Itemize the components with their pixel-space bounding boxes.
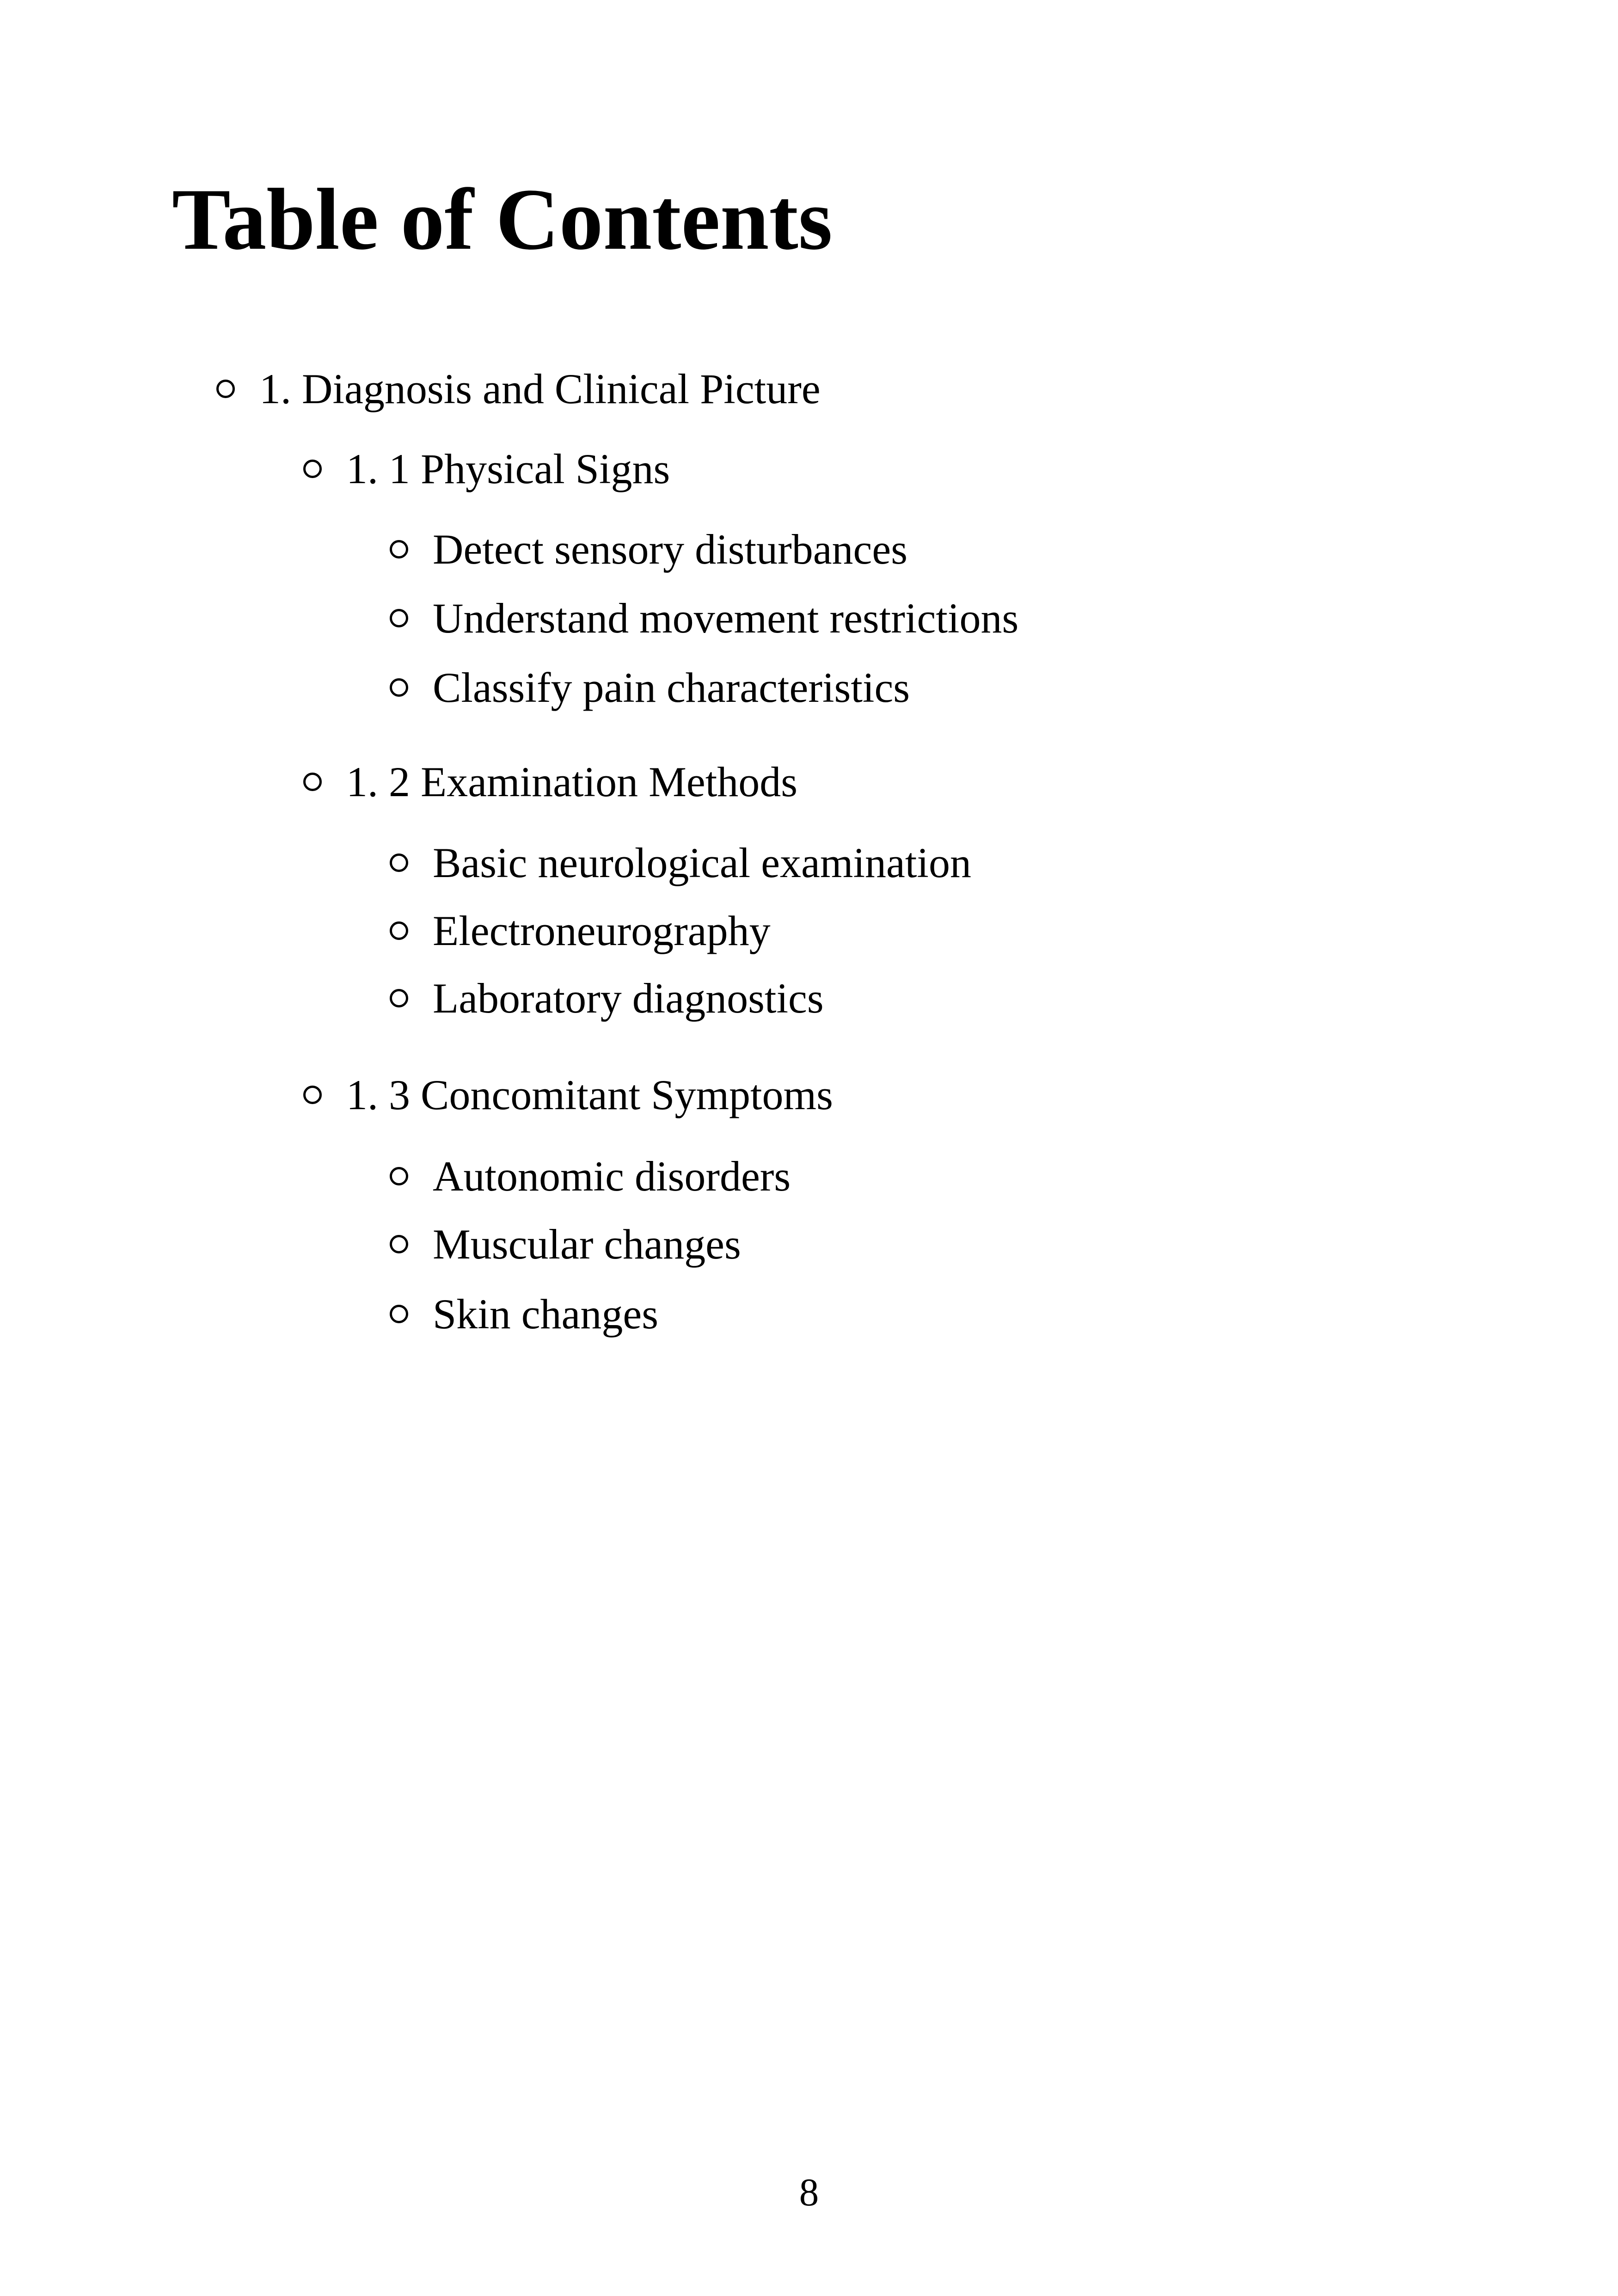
circle-bullet-icon bbox=[390, 678, 408, 697]
toc-entry-level3[interactable] bbox=[390, 528, 907, 571]
circle-bullet-icon bbox=[390, 1235, 408, 1253]
circle-bullet-icon bbox=[303, 1086, 322, 1104]
circle-bullet-icon bbox=[390, 609, 408, 627]
circle-bullet-icon bbox=[303, 460, 322, 478]
toc-entry-label: Classify pain characteristics bbox=[433, 664, 910, 711]
toc-entry-label: Laboratory diagnostics bbox=[433, 975, 824, 1022]
toc-entry-label: Skin changes bbox=[433, 1290, 659, 1338]
page-number: 8 bbox=[799, 2171, 819, 2214]
toc-entry-label: Electroneurography bbox=[433, 907, 771, 954]
toc-entry-label: 1. 2 Examination Methods bbox=[346, 758, 798, 805]
toc-entry-label: Understand movement restrictions bbox=[433, 595, 1019, 642]
toc-entry-label: Basic neurological examination bbox=[433, 839, 971, 886]
circle-bullet-icon bbox=[390, 989, 408, 1007]
circle-bullet-icon bbox=[390, 540, 408, 559]
toc-entry-label: Autonomic disorders bbox=[433, 1153, 791, 1200]
toc-entry-label: 1. Diagnosis and Clinical Picture bbox=[259, 365, 821, 412]
circle-bullet-icon bbox=[303, 773, 322, 791]
toc-entry-level3[interactable] bbox=[390, 909, 771, 952]
toc-entry-level3[interactable] bbox=[390, 1153, 791, 1200]
circle-bullet-icon bbox=[390, 1167, 408, 1185]
circle-bullet-icon bbox=[390, 1305, 408, 1323]
toc-entry-level2[interactable] bbox=[303, 445, 670, 492]
toc-entry-level2[interactable] bbox=[303, 758, 798, 805]
page-title: Table of Contents bbox=[172, 171, 833, 268]
toc-entry-label: Muscular changes bbox=[433, 1221, 741, 1268]
toc-entry-label: 1. 1 Physical Signs bbox=[346, 445, 670, 492]
circle-bullet-icon bbox=[390, 921, 408, 940]
toc-entry-level3[interactable] bbox=[390, 1290, 659, 1338]
toc-entry-level3[interactable] bbox=[390, 666, 910, 709]
toc-entry-level3[interactable] bbox=[390, 975, 824, 1022]
toc-entry-label: 1. 3 Concomitant Symptoms bbox=[346, 1071, 833, 1118]
toc-entry-level3[interactable] bbox=[390, 595, 1019, 642]
circle-bullet-icon bbox=[390, 853, 408, 872]
circle-bullet-icon bbox=[216, 380, 235, 398]
toc-entry-label: Detect sensory disturbances bbox=[433, 526, 908, 573]
toc-entry-level2[interactable] bbox=[303, 1071, 833, 1118]
toc-entry-level3[interactable] bbox=[390, 841, 971, 884]
toc-entry-level3[interactable] bbox=[390, 1221, 741, 1268]
toc-entry-level1[interactable] bbox=[216, 365, 821, 412]
